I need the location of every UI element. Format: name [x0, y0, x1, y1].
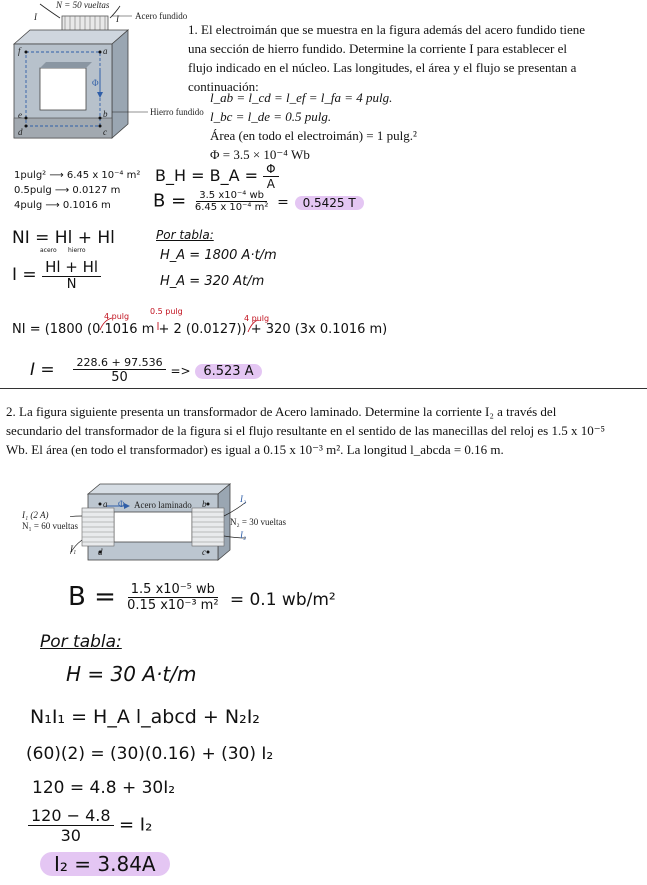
tabla-label-1: Por tabla: [156, 228, 214, 242]
fig1-turns-label: N = 50 vueltas [56, 0, 110, 10]
fig2-n1-label: N₁ = 60 vueltas [22, 521, 78, 531]
fig1-acero-label: Acero fundido [135, 11, 188, 21]
equals-i2: = I₂ [118, 814, 153, 836]
ni-numeric-equation: NI = (1800 (0.1016 m + 2 (0.0127)) + 320 (3x 0.1016 m) [12, 322, 388, 337]
b2-equation [68, 582, 336, 613]
fig2-point-b: b [202, 499, 207, 509]
fig1-point-f: f [18, 46, 21, 56]
b-label: B_H = B_A = [155, 166, 258, 185]
conversion-line: 0.5pulg ⟶ 0.0127 m [14, 185, 121, 196]
h-value: H = 30 A·t/m [66, 662, 197, 686]
implies-arrow: => [170, 364, 191, 378]
fig1-point-e: e [18, 110, 22, 120]
problem2-statement: 2. La figura siguiente presenta un transformador de Acero laminado. Determine la corriente I₂ a través del secundario del transformador de la figura si el flujo resultante en el sentido de las manecillas del reloj es 1.5 x 10⁻⁵ Wb. El área (en todo el transformador) es igual a 0.15 x 10⁻³ m². La longitud l_abcda = 0.16 m. [6, 404, 606, 457]
given-line: l_ab = l_cd = l_ef = l_fa = 4 pulg. [210, 90, 393, 105]
solve-fraction [28, 806, 114, 845]
ni-equation [12, 228, 115, 248]
ha-value-1: H_A = 1800 A·t/m [160, 248, 277, 263]
eq-120: 120 = 4.8 + 30I₂ [32, 778, 176, 798]
fraction-denominator: N [66, 277, 77, 292]
fraction-numerator: 3.5 x10⁻⁴ wb [196, 190, 267, 202]
b-label: B = [68, 582, 116, 612]
fig2-i2b-label: I₂ [240, 530, 247, 540]
fig1-point-b: b [103, 109, 108, 119]
fig1-flux-label: Φ [92, 78, 99, 88]
b2-fraction [124, 582, 221, 613]
ni-subscript-acero: acero [40, 247, 57, 254]
fig1-point-d: d [18, 127, 23, 137]
fraction-denominator: 50 [111, 370, 128, 385]
fig1-current-right-label: I [116, 14, 119, 24]
i-equation [12, 258, 101, 292]
b-numeric-equation [153, 190, 364, 213]
fraction-numerator: 1.5 x10⁻⁵ wb [128, 582, 218, 598]
section-divider [0, 388, 647, 389]
conversion-line: 4pulg ⟶ 0.1016 m [14, 200, 111, 211]
i-label: I = [12, 265, 37, 285]
i-final-equation [30, 356, 262, 385]
problem1-statement: 1. El electroimán que se muestra en la figura además del acero fundido tiene una sección de hierro fundido. Determine la corriente I para establecer el flujo indicado en el núcleo. Las longitudes, el área y el flujo se presentan a continuación: [188, 22, 586, 94]
given-line: l_bc = l_de = 0.5 pulg. [210, 109, 332, 124]
eq-n1i1: N₁I₁ = H_A l_abcd + N₂I₂ [30, 706, 260, 728]
tabla-label-2: Por tabla: [40, 632, 122, 652]
given-line: Φ = 3.5 × 10⁻⁴ Wb [210, 147, 310, 162]
fraction-denominator: A [266, 177, 275, 191]
problem1-given [210, 88, 570, 164]
equals-sign: = [277, 194, 289, 211]
ni-subscript-hierro: hierro [68, 247, 86, 254]
fig2-i2a-label: I₂ [240, 494, 247, 504]
i-result-highlight: 6.523 A [195, 364, 261, 379]
fraction-numerator: 120 − 4.8 [28, 806, 114, 826]
fig2-n2-label: N₂ = 30 vueltas [230, 517, 286, 527]
b-fraction [192, 190, 271, 213]
conversion-line: 1pulg² ⟶ 6.45 x 10⁻⁴ m² [14, 170, 141, 181]
ni-formula: NI = Hl + Hl [12, 228, 115, 248]
b2-result: = 0.1 wb/m² [229, 590, 336, 610]
fig2-point-d: d [98, 547, 103, 557]
fig2-point-c: c [202, 547, 206, 557]
i2-result-highlight: I₂ = 3.84A [40, 852, 170, 876]
b-label: B = [153, 190, 187, 212]
fig1-point-a: a [103, 46, 108, 56]
fraction-numerator: Φ [263, 162, 278, 177]
given-line: Área (en todo el electroimán) = 1 pulg.² [210, 128, 417, 143]
b-result-highlight: 0.5425 T [295, 196, 364, 210]
fraction-denominator: 0.15 x10⁻³ m² [127, 598, 219, 613]
fraction-numerator: Hl + Hl [42, 258, 101, 277]
fig2-flux-label: Φ [118, 499, 125, 509]
b-equals-phi-over-a [155, 162, 279, 191]
fraction-numerator: 228.6 + 97.536 [73, 356, 165, 370]
fraction-denominator: 30 [60, 826, 81, 845]
fig2-i1b-label: I₁ [70, 544, 77, 554]
fig1-hierro-label: Hierro fundido [150, 107, 204, 117]
phi-over-a-fraction [263, 162, 278, 191]
i-label: I = [30, 360, 55, 380]
fig1-current-left-label: I [34, 12, 37, 22]
eq-solve-i2 [28, 806, 152, 845]
i-fraction [42, 258, 101, 292]
fig1-point-c: c [103, 127, 107, 137]
electromagnet-figure [0, 0, 190, 150]
i-final-fraction [73, 356, 165, 385]
ha-value-2: H_A = 320 At/m [160, 274, 265, 289]
unit-conversions [14, 168, 140, 213]
fig2-acero-label: Acero laminado [134, 500, 192, 510]
red-note-4pulg-2: 4 pulg [244, 314, 270, 323]
eq-numeric: (60)(2) = (30)(0.16) + (30) I₂ [26, 744, 274, 764]
red-note-4pulg: 4 pulg [104, 312, 130, 321]
red-note-05pulg: 0.5 pulg [150, 307, 183, 316]
fraction-denominator: 6.45 x 10⁻⁴ m² [194, 202, 269, 213]
fig2-point-a: a [103, 499, 108, 509]
fig2-i1-label: I₁ (2 A) [22, 510, 49, 520]
